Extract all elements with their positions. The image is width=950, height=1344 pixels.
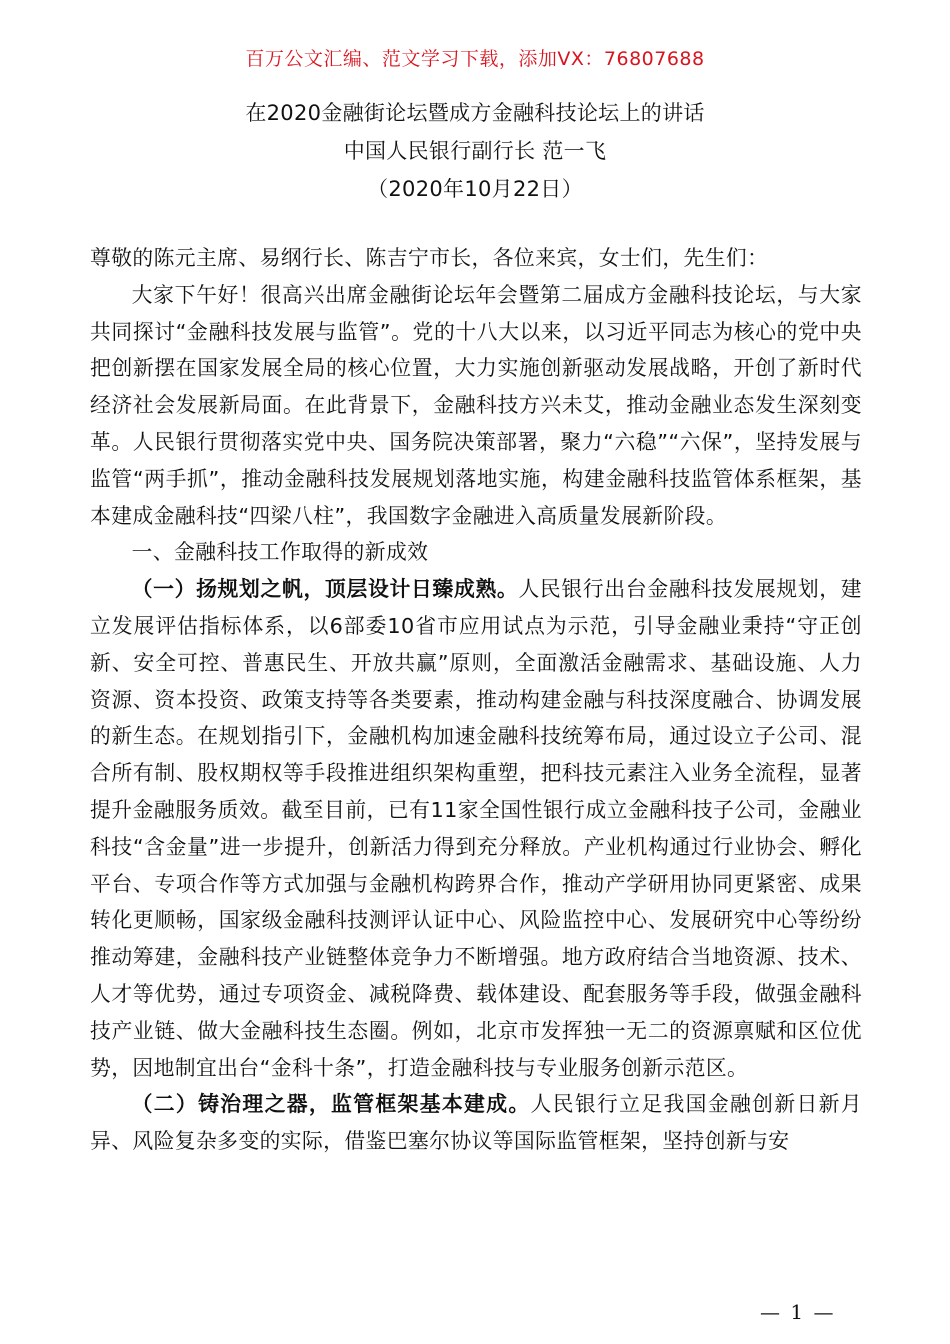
speech-date: （2020年10月22日） (367, 177, 583, 201)
paragraph-planning (90, 571, 862, 1086)
paragraph-opening: 大家下午好！很高兴出席金融街论坛年会暨第二届成方金融科技论坛，与大家共同探讨“金融科技发展与监管”。党的十八大以来，以习近平同志为核心的党中央把创新摆在国家发展全局的核心位置，大力实施创新驱动发展战略，开创了新时代经济社会发展新局面。在此背景下，金融科技方兴未艾，推动金融业态发生深刻变革。人民银行贯彻落实党中央、国务院决策部署，聚力“六稳”“六保”，坚持发展与监管“两手抓”，推动金融科技发展规划落地实施，构建金融科技监管体系框架，基本建成金融科技“四梁八柱”，我国数字金融进入高质量发展新阶段。 (90, 282, 862, 528)
salutation: 尊敬的陈元主席、易纲行长、陈吉宁市长，各位来宾，女士们，先生们： (90, 246, 769, 270)
paragraph-governance (90, 1086, 862, 1160)
page-number: — 1 — (760, 1300, 836, 1324)
speech-title: 在2020金融街论坛暨成方金融科技论坛上的讲话 (245, 101, 705, 125)
speaker-line: 中国人民银行副行长 范一飞 (343, 139, 607, 163)
paragraph-text: 人民银行立足我国金融创新日新月异、风险复杂多变的实际，借鉴巴塞尔协议等国际监管框架，坚持创新与安 (90, 1092, 863, 1154)
speech-body (90, 240, 862, 1160)
paragraph-lead: （一）扬规划之帆，顶层设计日臻成熟。 (131, 577, 519, 602)
paragraph-text: 人民银行出台金融科技发展规划，建立发展评估指标体系，以6部委10省市应用试点为示范，引导金融业秉持“守正创新、安全可控、普惠民生、开放共赢”原则，全面激活金融需求、基础设施、人力资源、资本投资、政策支持等各类要素，推动构建金融与科技深度融合、协调发展的新生态。在规划指引下，金融机构加速金融科技统筹布局，通过设立子公司、混合所有制、股权期权等手段推进组织架构重塑，把科技元素注入业务全流程，显著提升金融服务质效。截至目前，已有11家全国性银行成立金融科技子公司，金融业科技“含金量”进一步提升，创新活力得到充分释放。产业机构通过行业协会、孵化平台、专项合作等方式加强与金融机构跨界合作，推动产学研用协同更紧密、成果转化更顺畅，国家级金融科技测评认证中心、风险监控中心、发展研究中心等纷纷推动筹建，金融科技产业链整体竞争力不断增强。地方政府结合当地资源、技术、人才等优势，通过专项资金、减税降费、载体建设、配套服务等手段，做强金融科技产业链、做大金融科技生态圈。例如，北京市发挥独一无二的资源禀赋和区位优势，因地制宜出台“金科十条”，打造金融科技与专业服务创新示范区。 (90, 577, 862, 1080)
section-heading: 一、金融科技工作取得的新成效 (131, 540, 429, 565)
paragraph-lead: （二）铸治理之器，监管框架基本建成。 (131, 1092, 531, 1117)
watermark-banner: 百万公文汇编、范文学习下载，添加VX：76807688 (245, 48, 705, 70)
